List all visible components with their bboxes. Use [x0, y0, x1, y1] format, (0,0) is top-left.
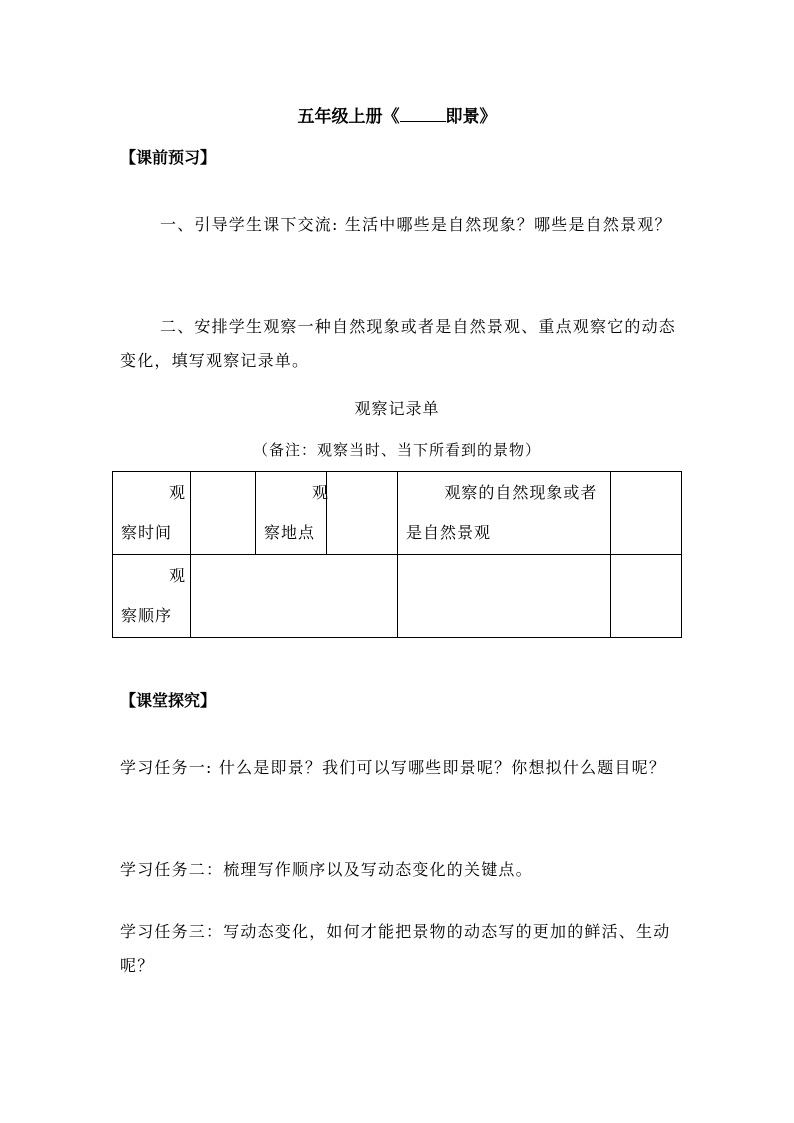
classroom-task-2: 学习任务二：梳理写作顺序以及写动态变化的关键点。: [120, 860, 533, 879]
preview-item-1: 一、引导学生课下交流: 生活中哪些是自然现象？哪些是自然景观？: [160, 215, 672, 234]
classroom-task-1: 学习任务一: 什么是即景？我们可以写哪些即景呢？你想拟什么题目呢？: [120, 758, 667, 777]
order-value-cell[interactable]: [191, 555, 398, 638]
order-label: 观察顺序: [121, 566, 187, 625]
table-row: [113, 472, 682, 555]
observation-record-table: [112, 471, 682, 638]
time-value-cell[interactable]: [191, 472, 256, 555]
page-title: [0, 105, 794, 129]
place-label-cell: [256, 472, 330, 555]
record-form-note: （备注：观察当时、当下所看到的景物）: [252, 441, 541, 459]
order-label-cell: [113, 555, 191, 638]
table-row: [113, 555, 682, 638]
place-value-cell[interactable]: [327, 472, 398, 555]
time-label: 观察时间: [121, 483, 187, 542]
title-prefix: 五年级上册《: [297, 107, 400, 127]
phenomenon-label: 观察的自然现象或者是自然景观: [406, 483, 598, 542]
title-blank-line: [400, 105, 446, 122]
preview-heading: 【课前预习】: [120, 148, 217, 167]
phenomenon-label-cell: [398, 472, 611, 555]
phenomenon-value-cell[interactable]: [611, 472, 682, 555]
last-value-cell[interactable]: [611, 555, 682, 638]
extra-value-cell[interactable]: [398, 555, 611, 638]
preview-item-2: 二、安排学生观察一种自然现象或者是自然景观、重点观察它的动态变化，填写观察记录单。: [120, 317, 677, 370]
time-label-cell: [113, 472, 191, 555]
classroom-task-3: 学习任务三：写动态变化，如何才能把景物的动态写的更加的鲜活、生动呢？: [120, 922, 671, 975]
classroom-heading: 【课堂探究】: [120, 691, 217, 710]
record-form-title: 观察记录单: [354, 399, 440, 418]
title-suffix: 即景》: [445, 107, 497, 127]
place-label: 观察地点: [264, 483, 330, 542]
